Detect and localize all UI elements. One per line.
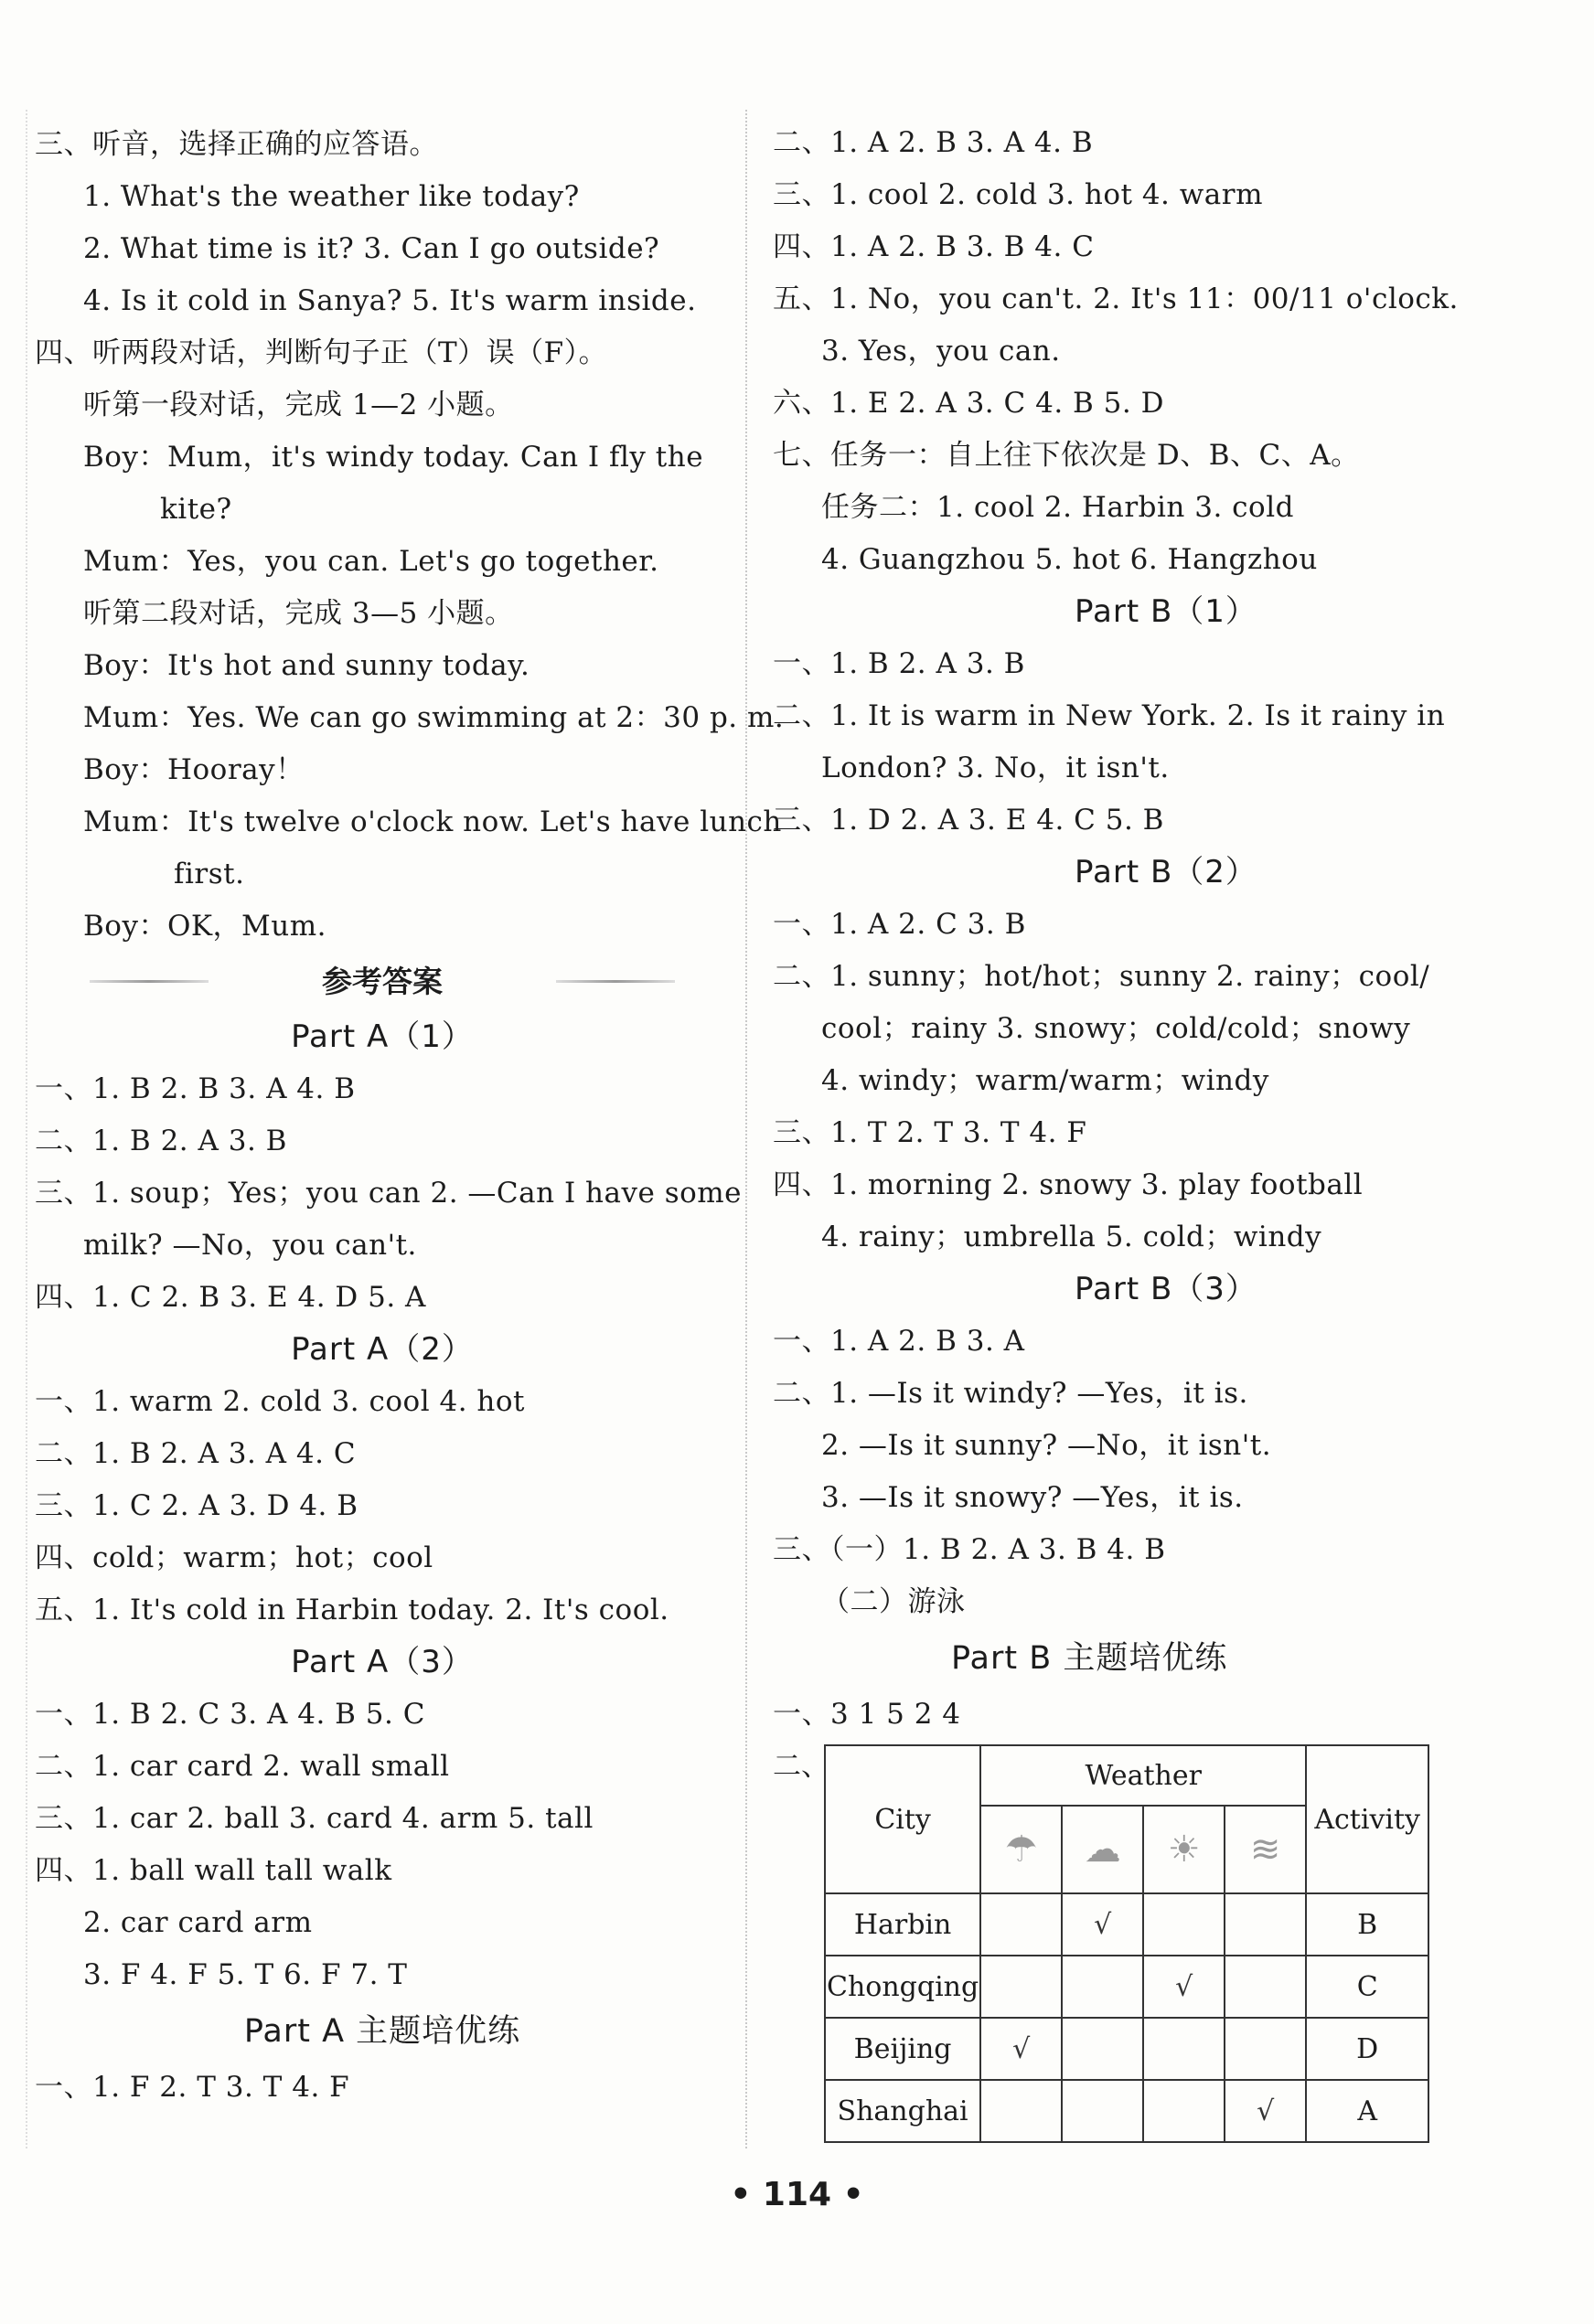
check-cell (1225, 1956, 1306, 2018)
dialog-line: first. (174, 858, 245, 890)
check-cell (1062, 2018, 1143, 2080)
answer-line: 一、1. warm 2. cold 3. cool 4. hot (35, 1385, 525, 1418)
column-divider (745, 110, 747, 2148)
table-row (825, 2018, 1428, 2080)
check-cell (980, 1956, 1062, 2018)
table-block (773, 1741, 1559, 2143)
answer-line: 二、1. car card 2. wall small (35, 1750, 450, 1783)
section-4-title: 四、听两段对话，判断句子正（T）误（F）。 (35, 336, 608, 369)
answer-line: 4. windy；warm/warm；windy (821, 1064, 1269, 1097)
answer-line: 三、1. soup；Yes；you can 2. —Can I have some (35, 1177, 743, 1210)
answer-line: London? 3. No，it isn't. (821, 752, 1170, 784)
check-cell (1143, 2080, 1225, 2142)
answer-line: 二、1. A 2. B 3. A 4. B (773, 126, 1094, 159)
answer-line: 一、3 1 5 2 4 (773, 1698, 961, 1731)
city-cell: Beijing (825, 2018, 980, 2080)
table-row (825, 2080, 1428, 2142)
check-cell: √ (1225, 2080, 1306, 2142)
answer-line: cool；rainy 3. snowy；cold/cold；snowy (821, 1012, 1411, 1045)
answer-line: 四、1. morning 2. snowy 3. play football (773, 1168, 1364, 1201)
answer-line: 一、1. B 2. B 3. A 4. B (35, 1072, 356, 1105)
left-margin-rule (26, 110, 27, 2148)
answer-line: （二）游泳 (821, 1585, 966, 1618)
dialog-line: Boy：It's hot and sunny today. (83, 649, 530, 682)
part-b3-title: Part B（3） (1075, 1271, 1257, 1307)
sec3-item: 2. What time is it? 3. Can I go outside? (83, 232, 660, 265)
part-a1-title: Part A（1） (291, 1018, 474, 1055)
city-header: City (825, 1745, 980, 1893)
answer-line: 一、1. A 2. B 3. A (773, 1325, 1025, 1358)
answer-line: 3. —Is it snowy? —Yes，it is. (821, 1481, 1244, 1514)
answer-line: 2. car card arm (83, 1906, 313, 1939)
answers-heading (35, 953, 730, 1011)
part-b1-title: Part B（1） (1075, 593, 1257, 630)
section-3-title: 三、听音，选择正确的应答语。 (35, 128, 438, 161)
answer-line: 四、1. C 2. B 3. E 4. D 5. A (35, 1281, 426, 1314)
answer-line: 四、cold；warm；hot；cool (35, 1541, 433, 1574)
part-b-theme-title: Part B 主题培优练 (951, 1640, 1228, 1677)
check-cell: √ (1062, 1893, 1143, 1956)
activity-cell: D (1306, 2018, 1428, 2080)
answer-line: 一、1. B 2. C 3. A 4. B 5. C (35, 1698, 425, 1731)
answer-line: 三、1. D 2. A 3. E 4. C 5. B (773, 804, 1164, 837)
answer-line: 2. —Is it sunny? —No，it isn't. (821, 1429, 1272, 1462)
answer-line: 二、1. It is warm in New York. 2. Is it rainy in (773, 699, 1446, 732)
left-column (35, 119, 785, 2114)
dialog-line: Boy：OK，Mum. (83, 910, 326, 943)
activity-cell: B (1306, 1893, 1428, 1956)
answer-line: 一、1. A 2. C 3. B (773, 908, 1026, 941)
answer-line: 三、（一）1. B 2. A 3. B 4. B (773, 1533, 1166, 1566)
cloudy-rain-icon: ☁ (1062, 1806, 1143, 1893)
answer-line: 任务二：1. cool 2. Harbin 3. cold (821, 491, 1294, 524)
right-column (773, 117, 1559, 2143)
activity-header: Activity (1306, 1745, 1428, 1893)
city-cell: Chongqing (825, 1956, 980, 2018)
table-label: 二、 (773, 1750, 829, 1783)
city-cell: Harbin (825, 1893, 980, 1956)
activity-cell: A (1306, 2080, 1428, 2142)
dialog2-intro: 听第二段对话，完成 3—5 小题。 (83, 597, 514, 630)
weather-header: Weather (980, 1745, 1306, 1806)
dialog-line: Boy：Mum，it's windy today. Can I fly the (83, 441, 704, 474)
city-cell: Shanghai (825, 2080, 980, 2142)
windy-icon: ≋ (1225, 1806, 1306, 1893)
sec3-item: 4. Is it cold in Sanya? 5. It's warm inside. (83, 284, 697, 317)
answers-title-text: 参考答案 (322, 964, 443, 999)
answer-line: milk? —No，you can't. (83, 1229, 417, 1262)
answer-line: 三、1. car 2. ball 3. card 4. arm 5. tall (35, 1802, 594, 1835)
sunny-icon: ☀ (1143, 1806, 1225, 1893)
answer-line: 五、1. It's cold in Harbin today. 2. It's cool. (35, 1594, 669, 1626)
sec3-item: 1. What's the weather like today? (83, 180, 580, 213)
dialog-line: Mum：It's twelve o'clock now. Let's have lunch (83, 805, 782, 838)
table-row (825, 1956, 1428, 2018)
check-cell (1143, 1893, 1225, 1956)
answer-line: 三、1. T 2. T 3. T 4. F (773, 1116, 1087, 1149)
part-b2-title: Part B（2） (1075, 854, 1257, 890)
check-cell: √ (980, 2018, 1062, 2080)
page-number: • 114 • (730, 2176, 864, 2213)
answer-line: 3. F 4. F 5. T 6. F 7. T (83, 1958, 408, 1991)
weather-table (824, 1744, 1429, 2143)
answer-line: 四、1. ball wall tall walk (35, 1854, 392, 1887)
activity-cell: C (1306, 1956, 1428, 2018)
check-cell (1225, 2018, 1306, 2080)
answer-line: 五、1. No，you can't. 2. It's 11：00/11 o'clock. (773, 283, 1459, 315)
check-cell: √ (1143, 1956, 1225, 2018)
answer-line: 六、1. E 2. A 3. C 4. B 5. D (773, 387, 1164, 420)
check-cell (1143, 2018, 1225, 2080)
answer-line: 一、1. F 2. T 3. T 4. F (35, 2071, 350, 2104)
check-cell (1062, 2080, 1143, 2142)
check-cell (1062, 1956, 1143, 2018)
answer-line: 二、1. B 2. A 3. A 4. C (35, 1437, 357, 1470)
answer-line: 三、1. C 2. A 3. D 4. B (35, 1489, 358, 1522)
rainy-icon: ☂ (980, 1806, 1062, 1893)
answer-line: 4. Guangzhou 5. hot 6. Hangzhou (821, 543, 1318, 576)
answer-line: 二、1. sunny；hot/hot；sunny 2. rainy；cool/ (773, 960, 1430, 993)
answer-line: 二、1. —Is it windy? —Yes，it is. (773, 1377, 1248, 1410)
part-a3-title: Part A（3） (291, 1644, 474, 1680)
heading-ornament-right (556, 980, 675, 983)
part-a2-title: Part A（2） (291, 1331, 474, 1368)
answer-line: 4. rainy；umbrella 5. cold；windy (821, 1221, 1322, 1253)
answer-line: 四、1. A 2. B 3. B 4. C (773, 230, 1095, 263)
answer-line: 三、1. cool 2. cold 3. hot 4. warm (773, 178, 1263, 211)
answer-line: 二、1. B 2. A 3. B (35, 1125, 287, 1157)
answer-line: 3. Yes，you can. (821, 335, 1061, 368)
heading-ornament-left (90, 980, 209, 983)
answer-line: 七、任务一：自上往下依次是 D、B、C、A。 (773, 439, 1360, 472)
answer-line: 一、1. B 2. A 3. B (773, 647, 1025, 680)
dialog1-intro: 听第一段对话，完成 1—2 小题。 (83, 389, 514, 421)
dialog-line: Mum：Yes. We can go swimming at 2：30 p. m. (83, 701, 785, 734)
dialog-line: kite? (160, 493, 232, 526)
check-cell (1225, 1893, 1306, 1956)
dialog-line: Mum：Yes，you can. Let's go together. (83, 545, 659, 578)
check-cell (980, 2080, 1062, 2142)
table-row (825, 1893, 1428, 1956)
check-cell (980, 1893, 1062, 1956)
part-a-theme-title: Part A 主题培优练 (243, 2013, 521, 2050)
dialog-line: Boy：Hooray！ (83, 753, 305, 786)
